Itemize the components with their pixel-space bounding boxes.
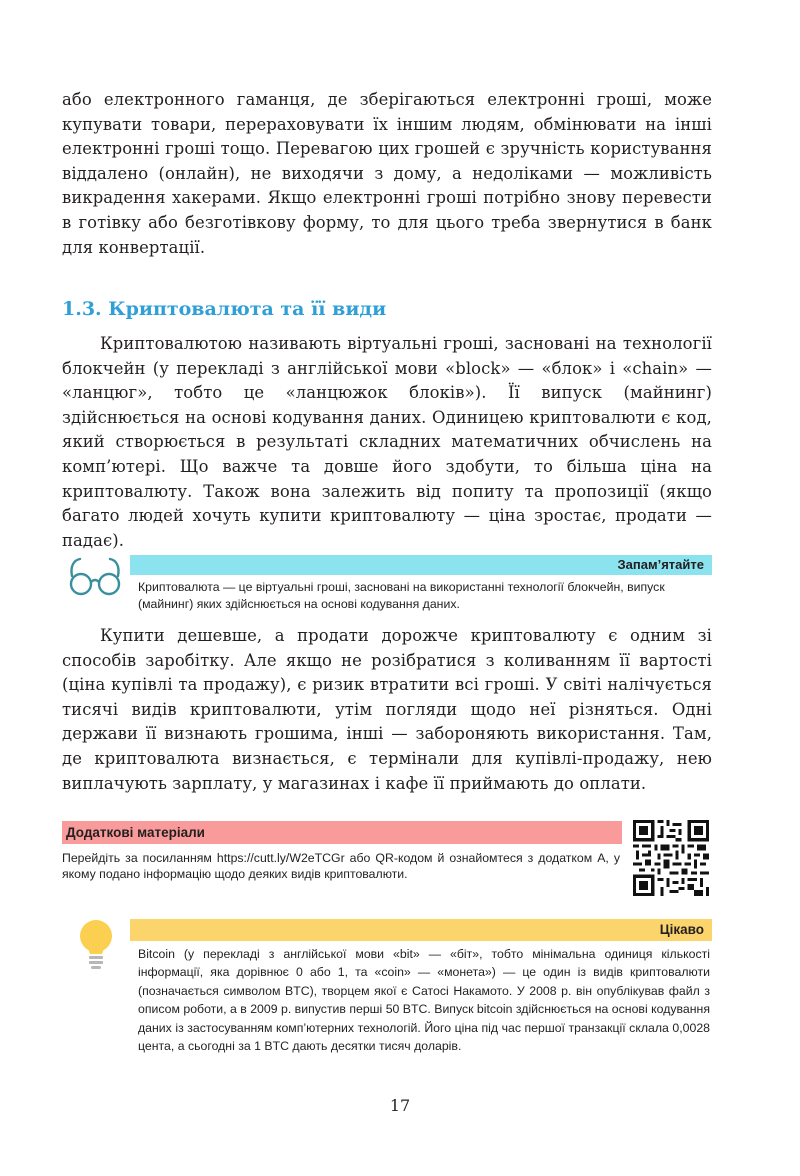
interesting-text: Bitcoin (у перекладі з англійської мови «bit» — «біт», тобто мінімальна одиниця кількості інформації, яка дорівнює 0 або 1, та «coin» — «монета») — це один із видів криптовалюти (позначається символом BTC), творцем якої є Сатосі Накамото. У 2008 р. він опублікував файл з описом роботи, а в 2009 р. випустив перші 50 BTC. Випуск bitcoin здійснюється на основі кодування даних із застосуванням комп’ютерних технологій. Його ціна під час першої транзакції склала 0,0028 цента, а сьогодні за 1 BTC дають десятки тисяч доларів. xyxy=(138,947,710,1054)
qr-code-icon[interactable] xyxy=(633,820,709,896)
additional-text-after-link: або QR-кодом й ознайомтеся з додатком А, у якому подано інформацію щодо деяких видів криптовалюти. xyxy=(62,851,620,881)
remember-title: Запам’ятайте xyxy=(130,555,712,575)
lightbulb-icon xyxy=(76,918,116,972)
additional-materials-text xyxy=(62,850,620,882)
intro-paragraph: або електронного гаманця, де зберігаються електронні гроші, може купувати товари, перераховувати їх іншим людям, обмінювати на інші електронні гроші тощо. Перевагою цих грошей є зручність користування віддалено (онлайн), не виходячи з дому, а недоліками — можливість викрадення хакерами. Якщо електронні гроші потрібно знову перевести в готівку або безготівкову форму, то для цього треба звернутися в банк для конвертації. xyxy=(62,90,712,257)
page-number: 17 xyxy=(389,1096,411,1115)
additional-link[interactable]: https://cutt.ly/W2eTCGr xyxy=(216,851,345,865)
remember-text: Криптовалюта — це віртуальні гроші, засновані на використанні технології блокчейн, випуск (майнинг) яких здійснюється на основі кодування даних. xyxy=(138,580,665,611)
section-heading: 1.3. Криптовалюта та її види xyxy=(62,298,387,320)
additional-text-before-link: Перейдіть за посиланням xyxy=(62,851,217,865)
glasses-icon xyxy=(66,556,124,596)
interesting-title: Цікаво xyxy=(130,919,712,941)
paragraph-cryptocurrency-definition: Криптовалютою називають віртуальні гроші, засновані на технології блокчейн (у перекладі з англійської мови «block» — «блок» і «chain» — «ланцюг», тобто це «ланцюжок блоків»). Її випуск (майнинг) здійснюється на основі кодування даних. Одиницею криптовалюти є код, який створюється в результаті складних математичних обчислень на комп’ютері. Що важче та довше його здобути, то більша ціна на криптовалюту. Також вона залежить від попиту та пропозиції (якщо багато людей хочуть купити криптовалюту — ціна зростає, продати — падає). xyxy=(62,334,712,550)
additional-materials-title: Додаткові матеріали xyxy=(62,821,622,844)
paragraph-earning: Купити дешевше, а продати дорожче криптовалюту є одним зі способів заробітку. Але якщо не розібратися з коливанням її вартості (ціна купівлі та продажу), є ризик втратити всі гроші. У світі налічується тисячі видів криптовалюти, утім погляди щодо неї різняться. Одні держави її визнають грошима, інші — забороняють використання. Там, де криптовалюта визнається, є термінали для купівлі-продажу, нею виплачують зарплату, у магазинах і кафе її приймають до оплати. xyxy=(62,626,712,793)
